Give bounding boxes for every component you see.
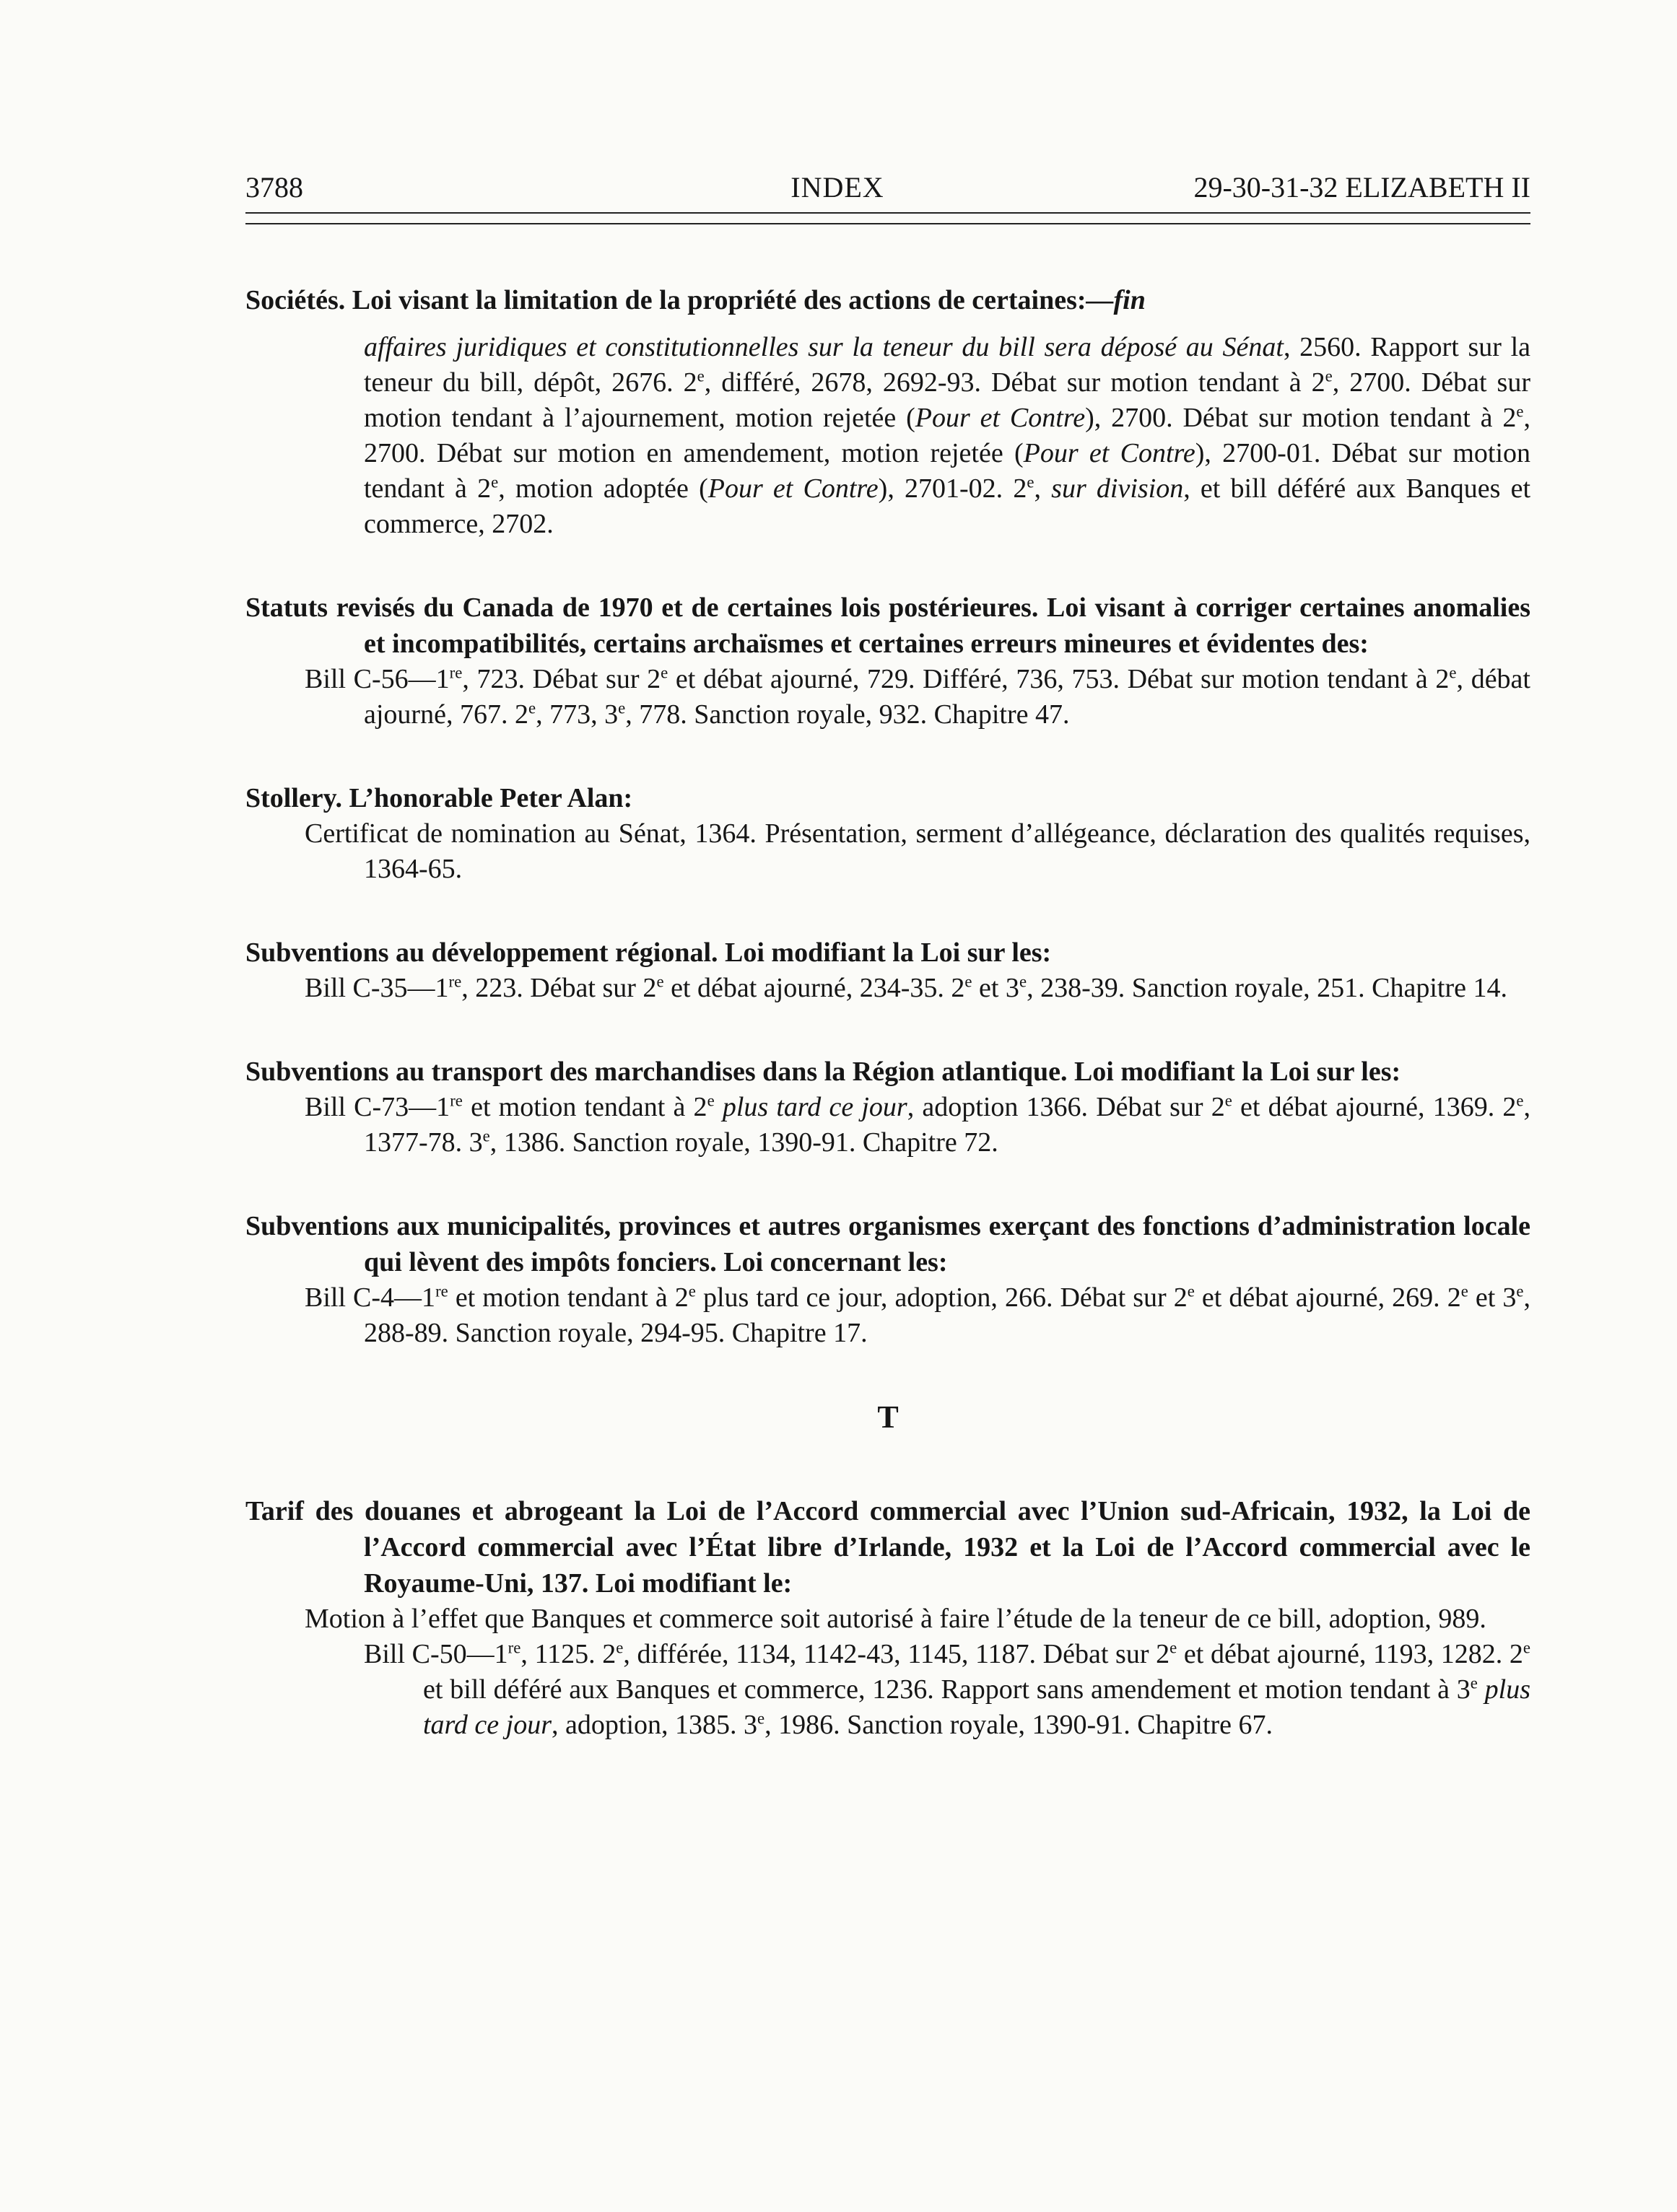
index-entry <box>245 935 1530 1006</box>
entry-text: Certificat de nomination au Sénat, 1364. Présentation, serment d’allégeance, déclaration des qualités requises, 1364-65. <box>305 818 1530 884</box>
entry-text: Motion à l’effet que Banques et commerce soit autorisé à faire l’étude de la teneur de ce bill, adoption, 989. <box>305 1604 1486 1634</box>
entry-heading: Tarif des douanes et abrogeant la Loi de l’Accord commercial avec l’Union sud-Africain, 1932, la Loi de l’Accord commercial avec l’État libre d’Irlande, 1932 et la Loi de l’Accord commercial avec le Royaume-Uni, 137. Loi modifiant le: <box>245 1496 1530 1599</box>
entry-text: Bill C-73—1re et motion tendant à 2e plus tard ce jour, adoption 1366. Débat sur 2e et débat ajourné, 1369. 2e, 1377-78. 3e, 1386. Sanction royale, 1390-91. Chapitre 72. <box>305 1091 1530 1158</box>
entry-text: Bill C-56—1re, 723. Débat sur 2e et débat ajourné, 729. Différé, 736, 753. Débat sur motion tendant à 2e, débat ajourné, 767. 2e, 773, 3e, 778. Sanction royale, 932. Chapitre 47. <box>305 663 1530 730</box>
entry-heading: Statuts revisés du Canada de 1970 et de certaines lois postérieures. Loi visant à corriger certaines anomalies et incompatibilités, certains archaïsmes et certaines erreurs mineures et évidentes des: <box>245 593 1530 659</box>
index-entry <box>245 590 1530 733</box>
entry-heading: Sociétés. Loi visant la limitation de la propriété des actions de certaines:—fin <box>245 285 1146 315</box>
entry-subtext: Bill C-50—1re, 1125. 2e, différée, 1134, 1142-43, 1145, 1187. Débat sur 2e et débat ajourné, 1193, 1282. 2e et bill déféré aux Banques et commerce, 1236. Rapport sans amendement et motion tendant à 3e plus tard ce jour, adoption, 1385. 3e, 1986. Sanction royale, 1390-91. Chapitre 67. <box>364 1638 1531 1740</box>
entry-heading: Subventions aux municipalités, provinces et autres organismes exerçant des fonctions d’administration locale qui lèvent des impôts fonciers. Loi concernant les: <box>245 1211 1530 1277</box>
session-label: 29-30-31-32 ELIZABETH II <box>1193 171 1530 204</box>
index-entry <box>245 282 1530 542</box>
entry-text: affaires juridiques et constitutionnelles sur la teneur du bill sera déposé au Sénat, 2560. Rapport sur la teneur du bill, dépôt, 2676. 2e, différé, 2678, 2692-93. Débat sur motion tendant à 2e, 2700. Débat sur motion tendant à l’ajournement, motion rejetée (Pour et Contre), 2700. Débat sur motion tendant à 2e, 2700. Débat sur motion en amendement, motion rejetée (Pour et Contre), 2700-01. Débat sur motion tendant à 2e, motion adoptée (Pour et Contre), 2701-02. 2e, sur division, et bill déféré aux Banques et commerce, 2702. <box>364 332 1531 539</box>
header-double-rule <box>245 223 1530 224</box>
entry-heading: Stollery. L’honorable Peter Alan: <box>245 783 633 813</box>
index-entry <box>245 780 1530 887</box>
entry-text: Bill C-4—1re et motion tendant à 2e plus tard ce jour, adoption, 266. Débat sur 2e et débat ajourné, 269. 2e et 3e, 288-89. Sanction royale, 294-95. Chapitre 17. <box>305 1282 1530 1348</box>
continued-mark: —fin <box>1086 285 1146 315</box>
page-title: INDEX <box>790 171 884 204</box>
index-entry <box>245 1054 1530 1160</box>
page-number: 3788 <box>245 171 303 204</box>
entry-heading: Subventions au transport des marchandises dans la Région atlantique. Loi modifiant la Loi sur les: <box>245 1057 1401 1087</box>
index-entry <box>245 1208 1530 1351</box>
index-page <box>245 173 1530 1791</box>
index-entry <box>245 1493 1530 1743</box>
section-letter: T <box>877 1399 899 1435</box>
entry-text: Bill C-35—1re, 223. Débat sur 2e et débat ajourné, 234-35. 2e et 3e, 238-39. Sanction royale, 251. Chapitre 14. <box>305 972 1507 1003</box>
index-entries <box>245 282 1530 1743</box>
running-header <box>245 173 1530 214</box>
entry-heading: Subventions au développement régional. Loi modifiant la Loi sur les: <box>245 937 1052 968</box>
